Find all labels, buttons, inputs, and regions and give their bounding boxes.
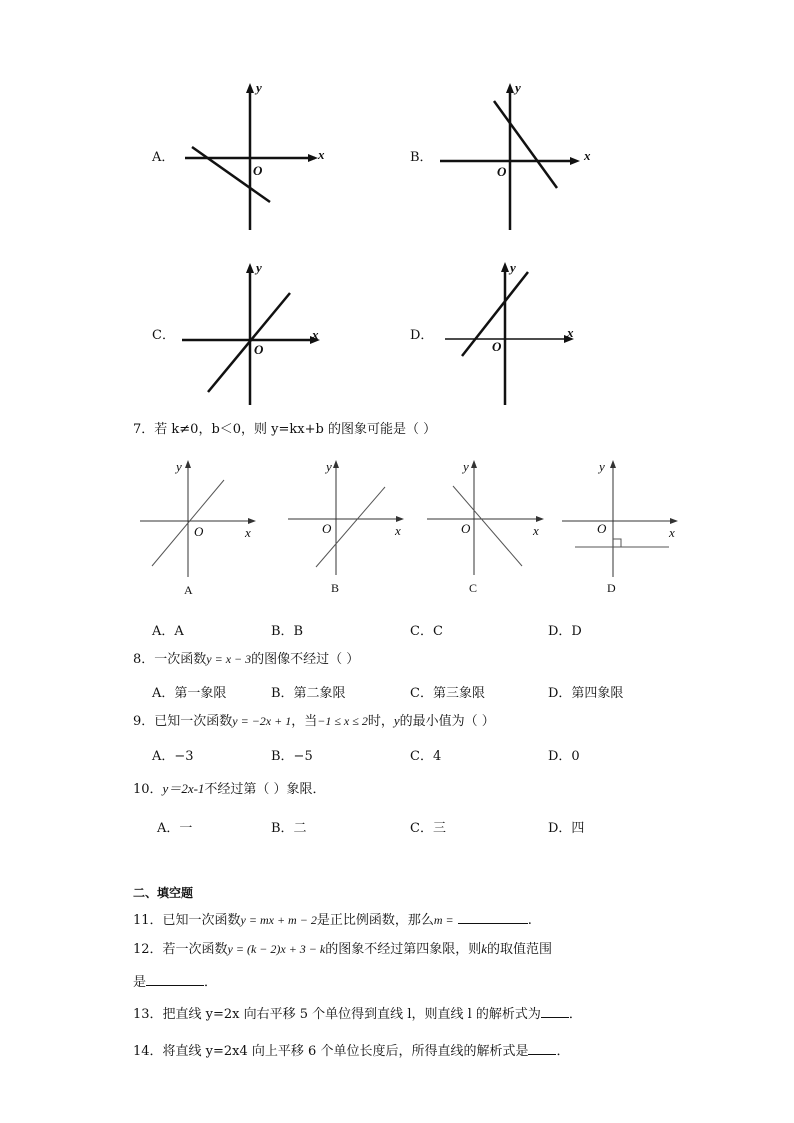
q7-c-caption: C (469, 581, 478, 595)
q12-formula: y = (k − 2)x + 3 − k (227, 942, 326, 956)
q8-choice-d[interactable]: D．第四象限 (548, 686, 624, 701)
q10-suffix: 不经过第（ ）象限． (204, 782, 326, 797)
q7-choice-d[interactable]: D．D (548, 624, 582, 639)
q14-text: 14．将直线 y=2x4 向上平移 6 个单位长度后，所得直线的解析式是 (133, 1044, 529, 1059)
q6-b-y-label: y (515, 80, 521, 95)
q6-d-y-label: y (510, 260, 516, 275)
q6-a-x-label: x (318, 147, 325, 162)
q11-var: m = (433, 913, 454, 927)
q12-answer-blank[interactable] (146, 973, 204, 986)
q9-formula: y = −2x + 1 (232, 714, 292, 728)
q7-d-origin-label: O (597, 521, 607, 536)
q6-option-c-label: C． (152, 328, 175, 343)
q14-answer-blank[interactable] (528, 1042, 556, 1055)
q12-line2-text: 是 (133, 975, 147, 990)
q13-end: ． (568, 1007, 582, 1022)
q9-choice-a[interactable]: A．−3 (152, 749, 194, 764)
q12-mid: 的图象不经过第四象限，则 (325, 942, 482, 957)
q12-prefix: 12．若一次函数 (133, 942, 228, 957)
q7-choice-c[interactable]: C．C (410, 624, 443, 639)
q7-d-caption: D (607, 581, 616, 595)
q10-choice-c[interactable]: C．三 (410, 821, 446, 836)
q9-choice-b[interactable]: B．−5 (271, 749, 313, 764)
q8-formula: y = x − 3 (206, 652, 252, 666)
q11-question (133, 911, 532, 929)
q7-a-x-label: x (245, 525, 251, 540)
q6-b-x-label: x (584, 148, 591, 163)
q6-a-y-label: y (256, 80, 262, 95)
q10-choice-a[interactable]: A．一 (157, 821, 193, 836)
q8-suffix: 的图像不经过（ ） (251, 652, 360, 667)
q14-end: ． (556, 1044, 570, 1059)
section-title-fill-in: 二、填空题 (133, 886, 194, 900)
q12-question (133, 941, 552, 958)
q9-range: −1 ≤ x ≤ 2 (317, 714, 368, 728)
q10-choice-d[interactable]: D．四 (548, 821, 585, 836)
q7-d-x-arrow (670, 518, 678, 524)
q7-d-x-label: x (669, 525, 675, 540)
q13-question (133, 1005, 582, 1023)
q7-d-right-angle-mark (613, 539, 621, 547)
q9-mid2: 时， (367, 714, 394, 729)
q6-c-x-label: x (312, 327, 319, 342)
q14-question (133, 1042, 569, 1060)
q8-choice-c[interactable]: C．第三象限 (410, 686, 485, 701)
q9-choice-d[interactable]: D．0 (548, 749, 580, 764)
q13-answer-blank[interactable] (541, 1005, 569, 1018)
q7-c-x-label: x (533, 523, 539, 538)
q7-d-y-label: y (599, 459, 605, 474)
q12-var: k (481, 941, 488, 956)
q6-option-b-label: B． (410, 150, 433, 165)
q7-a-origin-label: O (194, 524, 204, 539)
q8-choice-a[interactable]: A．第一象限 (152, 686, 227, 701)
q7-c-y-label: y (463, 459, 469, 474)
q7-c-x-arrow (536, 516, 544, 522)
q7-b-y-arrow (333, 460, 339, 468)
q12-question-line2 (133, 973, 217, 991)
q7-b-caption: B (331, 581, 340, 595)
q6-c-origin-label: O (254, 342, 264, 357)
q10-prefix: 10． (133, 782, 163, 797)
q9-prefix: 9．已知一次函数 (133, 714, 233, 729)
q11-answer-blank[interactable] (458, 911, 528, 924)
q6-d-x-label: x (567, 325, 574, 340)
q8-question (133, 651, 359, 668)
q7-a-caption: A (184, 583, 193, 597)
q7-choice-b[interactable]: B．B (271, 624, 304, 639)
q11-prefix: 11．已知一次函数 (133, 913, 241, 928)
q12-end: ． (204, 975, 218, 990)
q7-d-y-arrow (610, 460, 616, 468)
q11-end: . (527, 913, 532, 928)
q9-mid: ，当 (291, 714, 318, 729)
q6-option-d-label: D． (410, 328, 434, 343)
q12-suffix: 的取值范围 (487, 942, 553, 957)
q7-b-x-arrow (396, 516, 404, 522)
q8-prefix: 8．一次函数 (133, 652, 207, 667)
q7-b-y-label: y (326, 459, 332, 474)
q6-d-origin-label: O (492, 339, 502, 354)
q9-choice-c[interactable]: C．4 (410, 749, 442, 764)
q7-b-origin-label: O (322, 521, 332, 536)
q6-a-origin-label: O (253, 163, 263, 178)
q9-var: y (393, 713, 400, 728)
q10-formula: y＝2x-1 (162, 781, 205, 796)
q7-choice-a[interactable]: A．A (152, 624, 184, 639)
q10-question (133, 781, 326, 798)
q7-question-text: 7．若 k≠0，b＜0，则 y=kx+b 的图象可能是（ ） (133, 422, 437, 437)
q9-question (133, 713, 495, 730)
q13-text: 13．把直线 y=2x 向右平移 5 个单位得到直线 l，则直线 l 的解析式为 (133, 1007, 541, 1022)
q7-c-y-arrow (471, 460, 477, 468)
q6-b-origin-label: O (497, 164, 507, 179)
q7-a-x-arrow (248, 518, 256, 524)
q7-c-origin-label: O (461, 521, 471, 536)
q6-c-y-label: y (256, 260, 262, 275)
q9-suffix: 的最小值为（ ） (399, 714, 495, 729)
q11-formula: y = mx + m − 2 (240, 913, 317, 927)
q10-choice-b[interactable]: B．二 (271, 821, 307, 836)
q8-choice-b[interactable]: B．第二象限 (271, 686, 346, 701)
q7-a-y-arrow (185, 460, 191, 468)
q7-a-y-label: y (176, 459, 182, 474)
q7-b-x-label: x (395, 523, 401, 538)
q11-mid: 是正比例函数，那么 (316, 913, 434, 928)
q6-option-a-label: A． (152, 150, 175, 165)
